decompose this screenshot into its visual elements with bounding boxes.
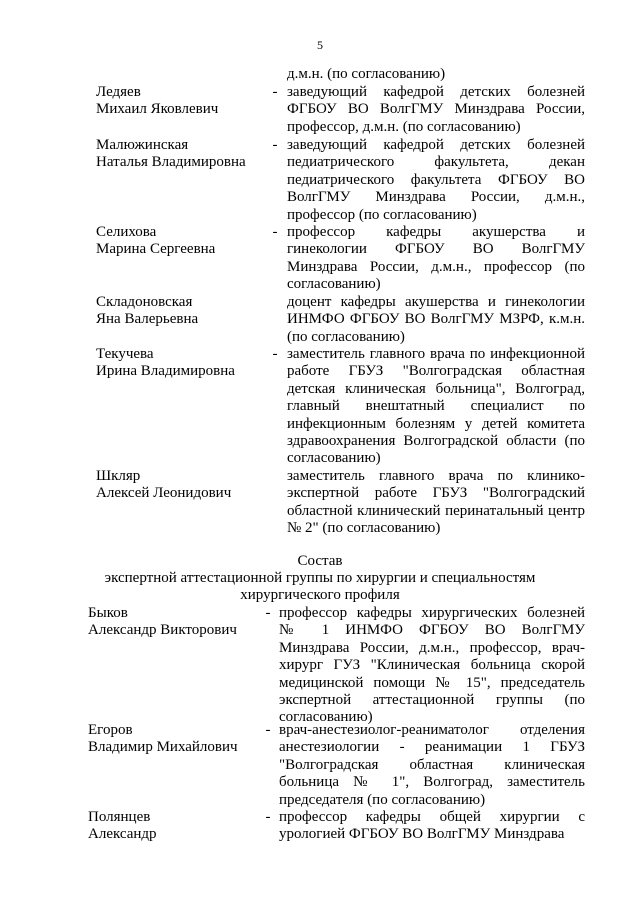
member-name: Малюжинская Наталья Владимировна xyxy=(96,137,246,171)
member-description: заведующий кафедрой детских болезней педиатрического факультета, декан педиатрического факультета ФГБОУ ВО ВолгГМУ Минздрава России, д.м.н., профессор (по согласованию) xyxy=(287,137,585,223)
dash-separator: - xyxy=(272,346,278,362)
member-name: Шкляр Алексей Леонидович xyxy=(96,468,232,502)
member-description: доцент кафедры акушерства и гинекологии ИНМФО ФГБОУ ВО ВолгГМУ МЗРФ, к.м.н. (по согласованию) xyxy=(287,294,585,345)
member-description: заместитель главного врача по инфекционной работе ГБУЗ "Волгоградская областная детская клиническая больница", Волгоград, главный внештатный специалист по инфекционным болезням у детей комитета здравоохранения Волгоградской области (по согласованию) xyxy=(287,346,585,467)
section-subtitle: экспертной аттестационной группы по хирургии и специальностям xyxy=(104,570,536,586)
page-number: 5 xyxy=(317,38,323,52)
dash-separator: - xyxy=(265,722,271,738)
section-subtitle-continued: хирургического профиля xyxy=(240,587,400,603)
member-name: Быков Александр Викторович xyxy=(88,605,237,639)
member-name: Егоров Владимир Михайлович xyxy=(88,722,238,756)
dash-separator: - xyxy=(272,84,278,100)
member-name: Ледяев Михаил Яковлевич xyxy=(96,84,219,118)
section-title: Состав xyxy=(297,553,343,569)
member-description: профессор кафедры общей хирургии с урологией ФГБОУ ВО ВолгГМУ Минздрава xyxy=(279,809,585,843)
member-description: профессор кафедры хирургических болезней № 1 ИНМФО ФГБОУ ВО ВолгГМУ Минздрава России, д.м.н., профессор, врач-хирург ГУЗ "Клиническая больница скорой медицинской помощи № 15", председатель экспертной аттестационной группы (по согласованию) xyxy=(279,605,585,726)
member-name: Складоновская Яна Валерьевна xyxy=(96,294,199,328)
member-description: заместитель главного врача по клинико-экспертной работе ГБУЗ "Волгоградский областной клинический перинатальный центр № 2" (по согласованию) xyxy=(287,468,585,537)
dash-separator: - xyxy=(272,137,278,153)
dash-separator: - xyxy=(272,224,278,240)
member-description: заведующий кафедрой детских болезней ФГБОУ ВО ВолгГМУ Минздрава России, профессор, д.м.н. (по согласованию) xyxy=(287,84,585,135)
member-description: профессор кафедры акушерства и гинекологии ФГБОУ ВО ВолгГМУ Минздрава России, д.м.н., профессор (по согласованию) xyxy=(287,224,585,293)
dash-separator: - xyxy=(265,809,271,825)
member-name: Полянцев Александр xyxy=(88,809,157,843)
dash-separator: - xyxy=(265,605,271,621)
member-description: врач-анестезиолог-реаниматолог отделения анестезиологии - реанимации 1 ГБУЗ "Волгоградская областная клиническая больница № 1", Волгоград, заместитель председателя (по согласованию) xyxy=(279,722,585,808)
member-name: Селихова Марина Сергеевна xyxy=(96,224,216,258)
member-name: Текучева Ирина Владимировна xyxy=(96,346,235,380)
continuation-text: д.м.н. (по согласованию) xyxy=(287,66,446,82)
